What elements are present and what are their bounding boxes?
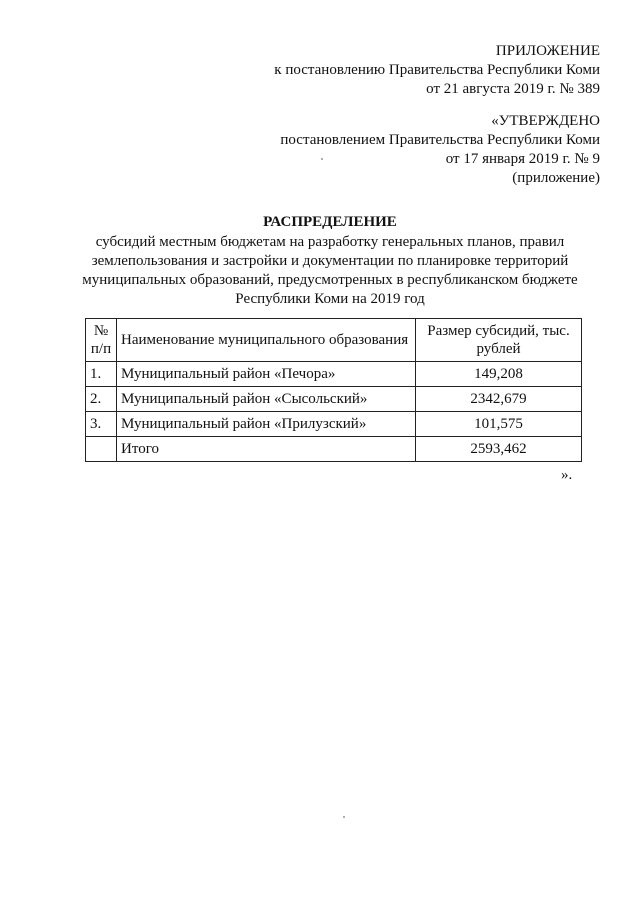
table-row (86, 362, 582, 387)
approval-date: от 17 января 2019 г. № 9 (445, 151, 600, 167)
approval-heading: «УТВЕРЖДЕНО (491, 113, 600, 129)
distribution-table (85, 318, 582, 462)
table-total-row (86, 437, 582, 462)
approval-note: (приложение) (512, 170, 600, 186)
appendix-reference: к постановлению Правительства Республики Коми (274, 62, 600, 78)
document-title-block (60, 213, 600, 309)
appendix-heading: ПРИЛОЖЕНИЕ (495, 43, 600, 59)
total-amount: 2593,462 (416, 437, 582, 462)
row-amount: 149,208 (416, 362, 582, 387)
row-num: 2. (86, 387, 117, 412)
row-amount: 2342,679 (416, 387, 582, 412)
document-title: РАСПРЕДЕЛЕНИЕ (263, 214, 397, 230)
row-num: 3. (86, 412, 117, 437)
total-num (86, 437, 117, 462)
approval-header (280, 112, 600, 188)
table-row (86, 412, 582, 437)
table-header-row (86, 319, 582, 362)
appendix-header (274, 42, 600, 99)
header-amount: Размер субсидий, тыс. рублей (416, 319, 582, 362)
document-subtitle: субсидий местным бюджетам на разработку генеральных планов, правил землепользования и застройки и документации по планировке территорий муниципальных образований, предусмотренных в республиканском бюджете Республики Коми на 2019 год (82, 234, 578, 307)
scan-speck (343, 816, 345, 818)
row-num: 1. (86, 362, 117, 387)
scan-speck (321, 158, 323, 160)
header-name: Наименование муниципального образования (117, 319, 416, 362)
table-row (86, 387, 582, 412)
approval-reference: постановлением Правительства Республики Коми (280, 132, 600, 148)
row-name: Муниципальный район «Прилузский» (117, 412, 416, 437)
row-name: Муниципальный район «Сысольский» (117, 387, 416, 412)
closing-quote: ». (561, 467, 573, 483)
header-num: № п/п (86, 319, 117, 362)
appendix-date: от 21 августа 2019 г. № 389 (426, 81, 600, 97)
row-name: Муниципальный район «Печора» (117, 362, 416, 387)
row-amount: 101,575 (416, 412, 582, 437)
total-label: Итого (117, 437, 416, 462)
